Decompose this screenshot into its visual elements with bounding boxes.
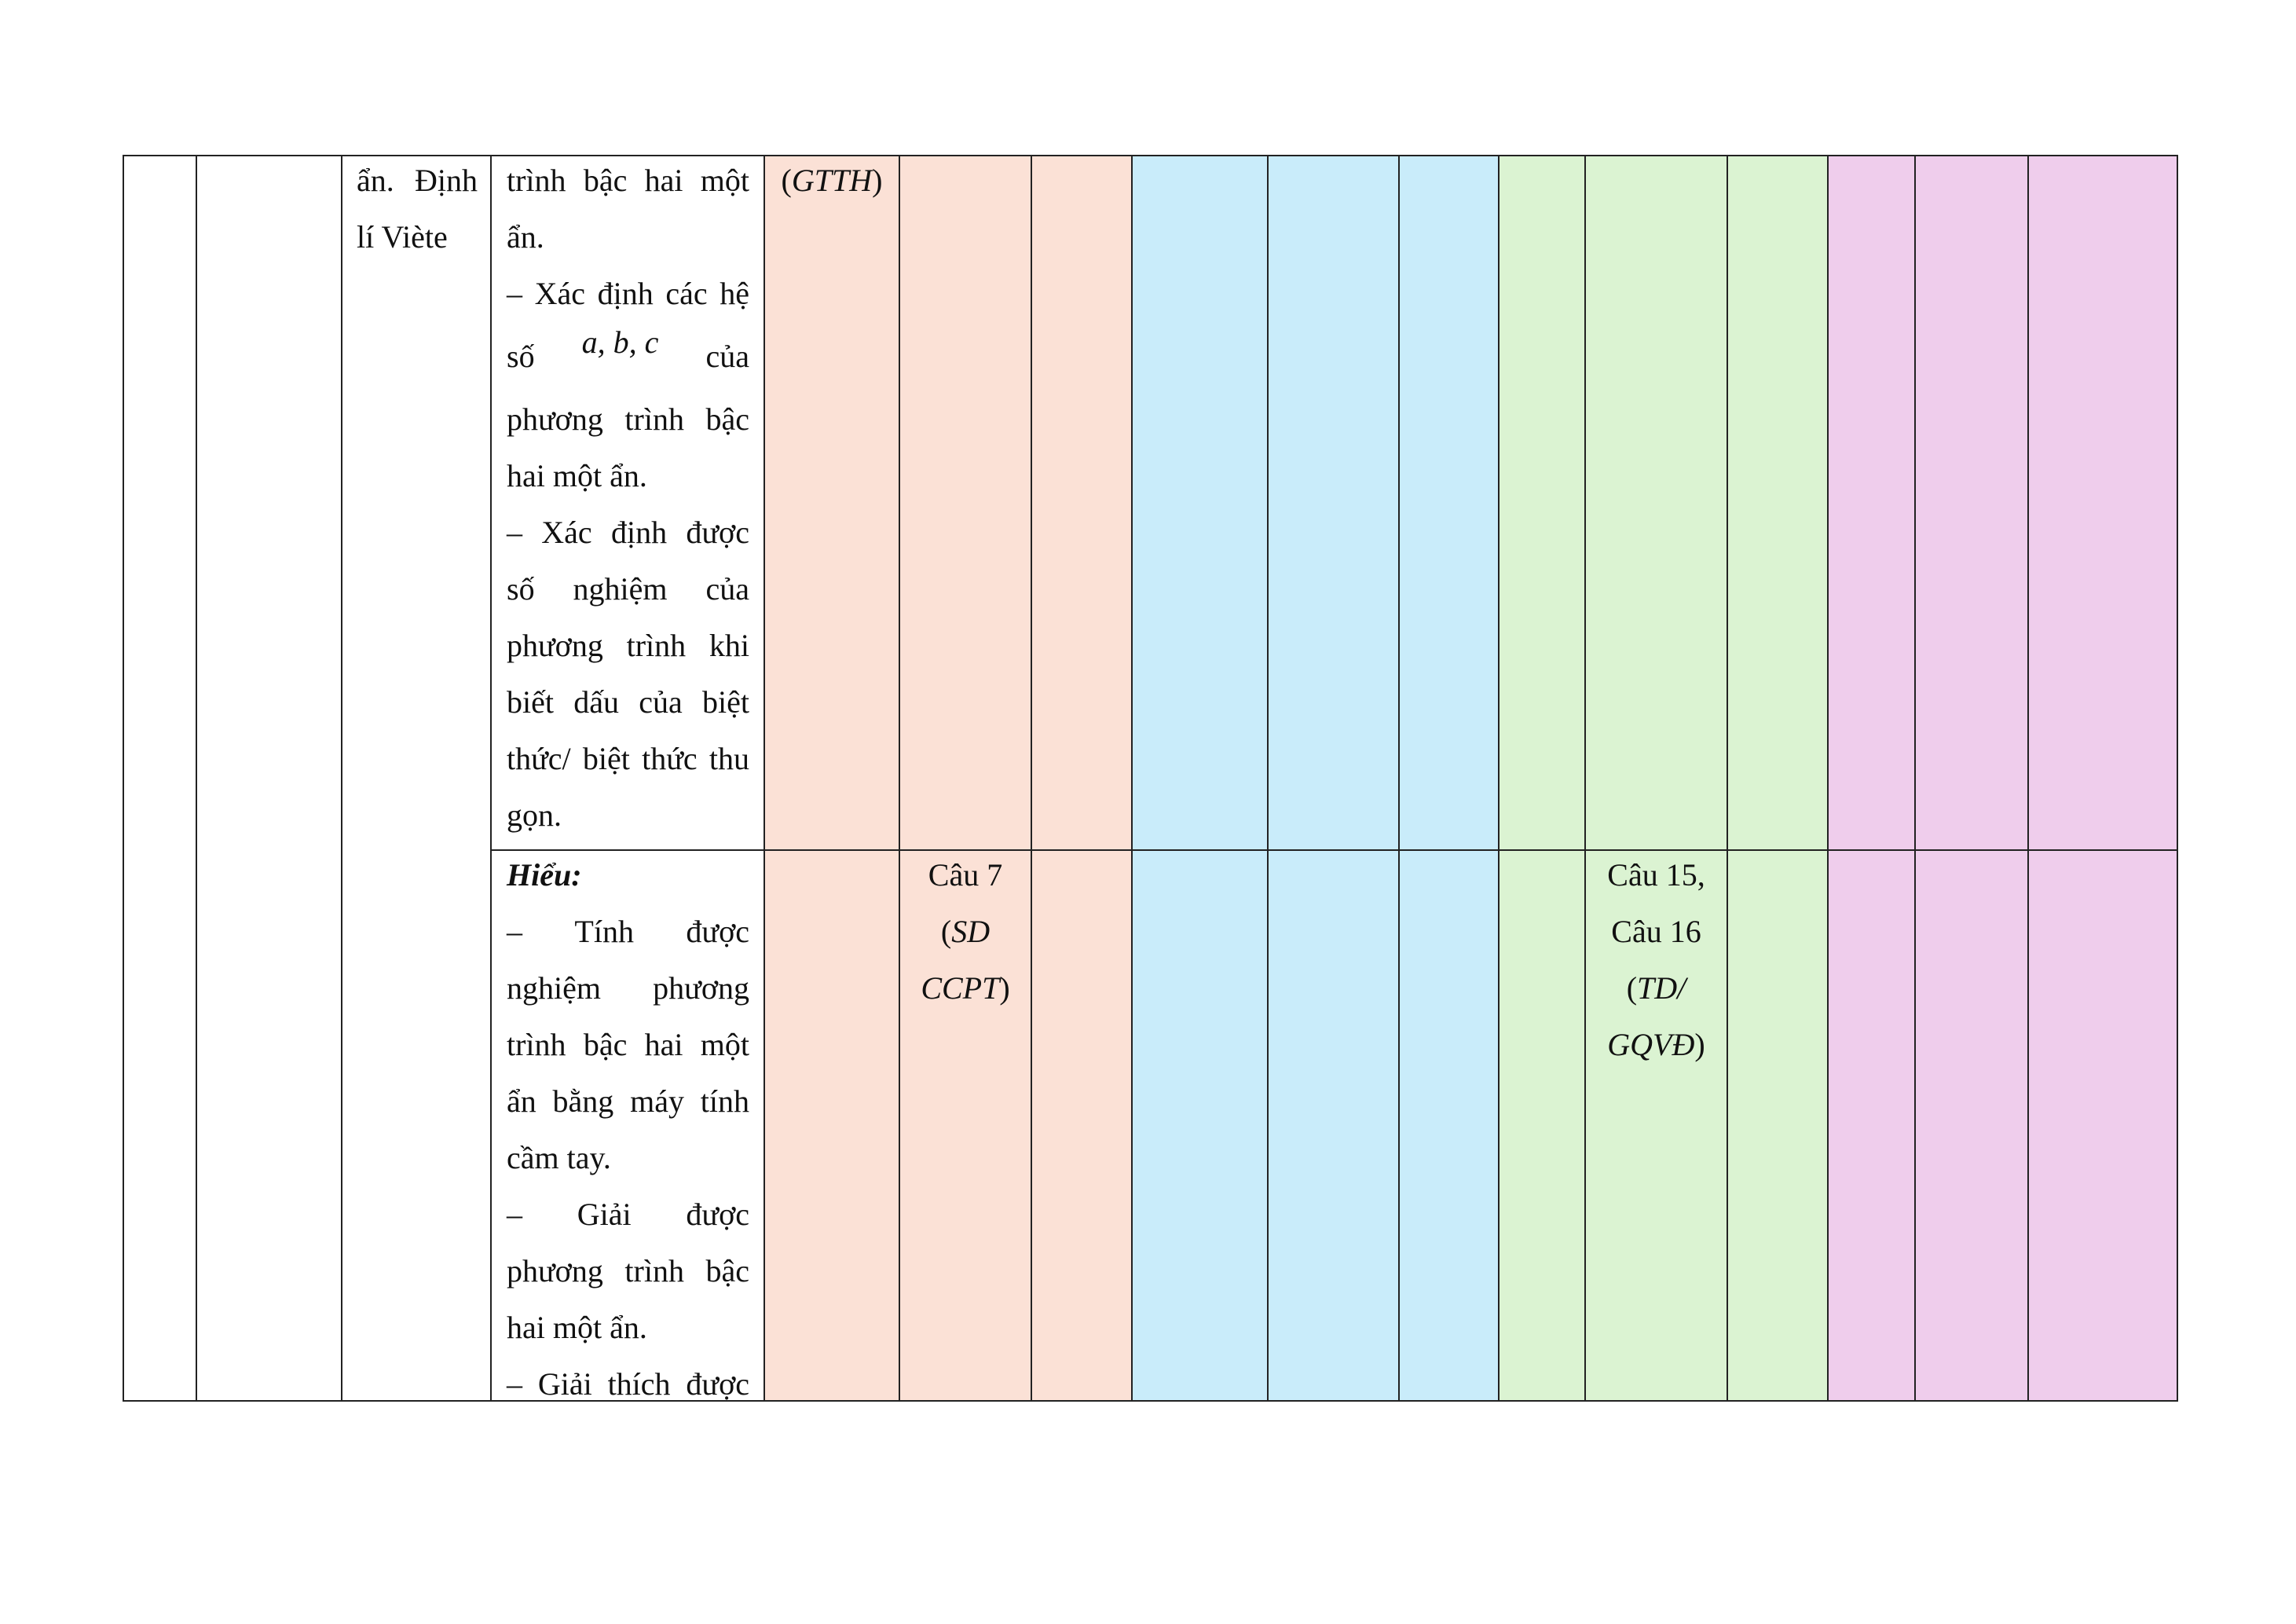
req1-word-cua: của — [705, 339, 749, 374]
req1-line-8: số nghiệm của — [507, 571, 749, 607]
req1-line-3: – Xác định các hệ — [507, 276, 749, 311]
column-bg-orange-3 — [1031, 156, 1132, 1401]
column-bg-green-2 — [1585, 156, 1727, 1401]
cau-16-label: Câu 16 — [1611, 914, 1701, 949]
column-bg-orange-2 — [899, 156, 1031, 1401]
row2-requirements-cell — [507, 847, 749, 1413]
req1-line-4 — [507, 322, 749, 391]
req1-word-so: số — [507, 339, 535, 374]
req1-line-1: trình bậc hai một — [507, 163, 749, 198]
row1-nb-note-cell — [764, 152, 899, 209]
req2-line-8: hai một ẩn. — [507, 1310, 647, 1345]
ccpt-note: CCPT) — [921, 970, 1010, 1006]
column-bg-pink-2 — [1915, 156, 2028, 1401]
topic-cell — [357, 152, 478, 266]
gqvd-note: GQVĐ) — [1607, 1027, 1705, 1062]
req1-line-9: phương trình khi — [507, 628, 749, 663]
req1-line-12: gọn. — [507, 797, 562, 833]
req2-line-1: – Tính được — [507, 914, 749, 949]
req2-line-9: – Giải thích được — [507, 1366, 749, 1402]
coefficients-formula: a, b, c — [581, 324, 659, 360]
req2-line-2: nghiệm phương — [507, 970, 749, 1006]
req1-line-7: – Xác định được — [507, 515, 749, 550]
req1-line-11: thức/ biệt thức thu — [507, 741, 749, 776]
column-bg-green-3 — [1727, 156, 1828, 1401]
column-bg-green-1 — [1499, 156, 1585, 1401]
req2-line-5: cầm tay. — [507, 1140, 611, 1175]
row1-requirements-cell — [507, 152, 749, 844]
row2-th-tl-cell — [1585, 847, 1727, 1073]
req2-line-4: ẩn bằng máy tính — [507, 1083, 749, 1119]
column-bg-pink-1 — [1828, 156, 1915, 1401]
td-note: (TD/ — [1626, 970, 1686, 1006]
req2-line-3: trình bậc hai một — [507, 1027, 749, 1062]
req1-line-10: biết dấu của biệt — [507, 684, 749, 720]
column-bg-pink-3 — [2028, 156, 2177, 1401]
column-bg-blue-1 — [1132, 156, 1268, 1401]
column-bg-blue-3 — [1399, 156, 1499, 1401]
req1-line-2: ẩn. — [507, 219, 544, 255]
req1-line-6: hai một ẩn. — [507, 458, 647, 493]
topic-line-2: lí Viète — [357, 219, 448, 255]
req2-line-6: – Giải được — [507, 1197, 749, 1232]
column-bg-blue-2 — [1268, 156, 1399, 1401]
gtth-note: (GTTH) — [781, 163, 883, 198]
cau-7-label: Câu 7 — [928, 857, 1003, 893]
topic-line-1: ẩn. Định — [357, 163, 478, 198]
req2-line-7: phương trình bậc — [507, 1253, 749, 1289]
column-bg-orange-1 — [764, 156, 899, 1401]
hieu-heading: Hiểu: — [507, 857, 582, 893]
req1-line-5: phương trình bậc — [507, 401, 749, 437]
row2-th-ds-cell — [899, 847, 1031, 1017]
sd-note: (SD — [940, 914, 991, 949]
cau-15-label: Câu 15, — [1607, 857, 1705, 893]
